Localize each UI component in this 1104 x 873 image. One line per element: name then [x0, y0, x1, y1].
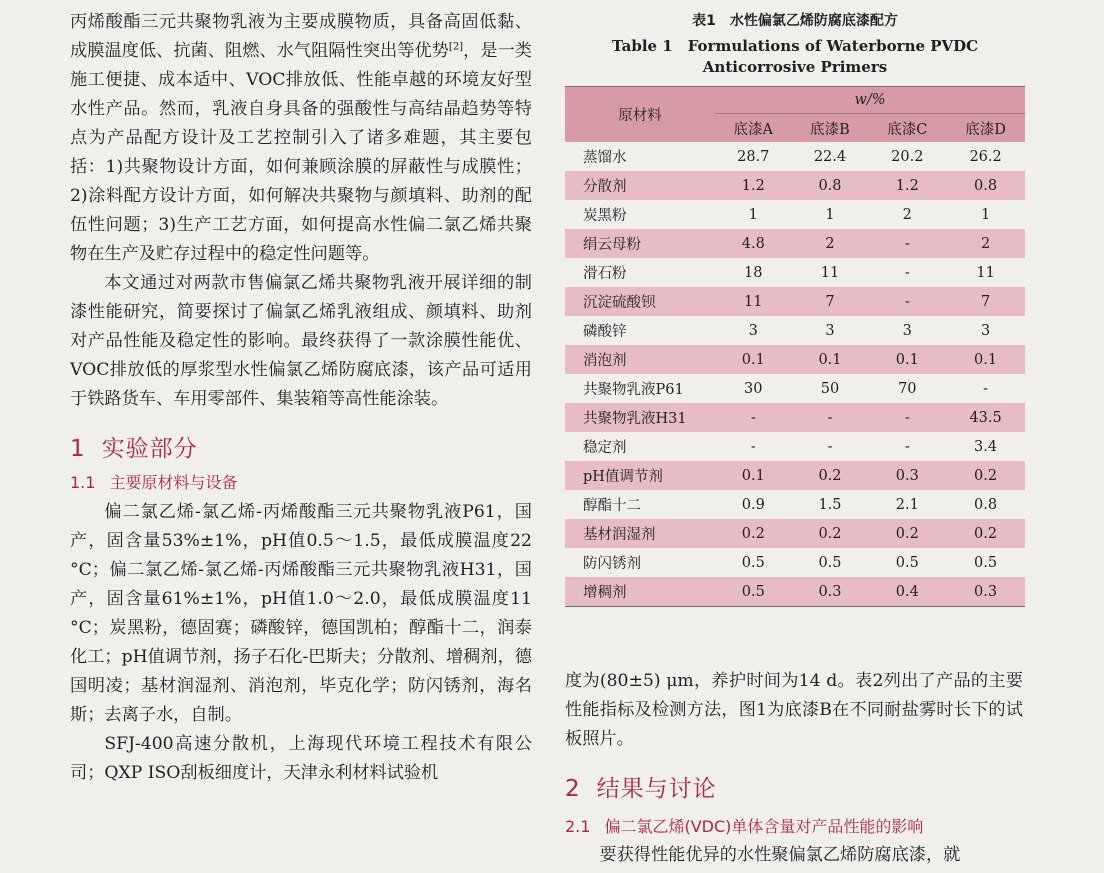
row-value: 0.1	[868, 345, 946, 374]
header-primer-c: 底漆C	[868, 114, 946, 143]
row-value: -	[868, 229, 946, 258]
table-row	[565, 403, 1025, 432]
row-value: 3	[946, 316, 1025, 345]
row-value: 3	[792, 316, 869, 345]
row-value: 0.5	[792, 548, 869, 577]
row-value: 0.2	[792, 461, 869, 490]
row-value: 70	[868, 374, 946, 403]
row-value: 11	[946, 258, 1025, 287]
row-material: 醇酯十二	[565, 490, 715, 519]
table-row	[565, 229, 1025, 258]
row-value: 0.8	[792, 171, 869, 200]
formulation-table	[565, 86, 1025, 607]
table-row	[565, 258, 1025, 287]
row-value: -	[946, 374, 1025, 403]
row-value: 1.2	[868, 171, 946, 200]
row-value: -	[792, 403, 869, 432]
paragraph-thickness: 度为(80±5) μm，养护时间为14 d。表2列出了产品的主要性能指标及检测方法，图1为底漆B在不同耐盐雾时长下的试板照片。	[565, 671, 1023, 749]
row-value: 3	[868, 316, 946, 345]
row-material: 共聚物乳液H31	[565, 403, 715, 432]
row-material: 沉淀硫酸钡	[565, 287, 715, 316]
row-value: 0.9	[715, 490, 792, 519]
row-value: 7	[946, 287, 1025, 316]
row-material: pH值调节剂	[565, 461, 715, 490]
row-value: 11	[792, 258, 869, 287]
left-column	[70, 8, 532, 788]
header-primer-b: 底漆B	[792, 114, 869, 143]
row-value: 0.3	[946, 577, 1025, 607]
table-row	[565, 171, 1025, 200]
row-material: 防闪锈剂	[565, 548, 715, 577]
table-row	[565, 142, 1025, 171]
row-value: 2	[868, 200, 946, 229]
citation-ref[interactable]: [2]	[448, 41, 464, 53]
row-value: 2	[792, 229, 869, 258]
row-value: 43.5	[946, 403, 1025, 432]
table-row	[565, 577, 1025, 607]
row-value: 11	[715, 287, 792, 316]
row-value: 1.2	[715, 171, 792, 200]
row-value: 0.2	[792, 519, 869, 548]
row-value: -	[715, 403, 792, 432]
row-value: 0.1	[715, 345, 792, 374]
table-row	[565, 519, 1025, 548]
row-material: 稳定剂	[565, 432, 715, 461]
row-value: 1	[946, 200, 1025, 229]
row-value: 1	[792, 200, 869, 229]
row-value: 28.7	[715, 142, 792, 171]
table-block	[562, 10, 1028, 607]
row-material: 蒸馏水	[565, 142, 715, 171]
row-value: 0.5	[715, 577, 792, 607]
row-value: 26.2	[946, 142, 1025, 171]
table-row	[565, 374, 1025, 403]
row-value: 2	[946, 229, 1025, 258]
header-primer-d: 底漆D	[946, 114, 1025, 143]
row-value: 1	[715, 200, 792, 229]
paragraph-results: 要获得性能优异的水性聚偏氯乙烯防腐底漆，就	[599, 845, 961, 865]
row-value: 0.5	[715, 548, 792, 577]
row-value: 0.4	[868, 577, 946, 607]
paragraph-study: 本文通过对两款市售偏氯乙烯共聚物乳液开展详细的制漆性能研究，简要探讨了偏氯乙烯乳液组成、颜填料、助剂对产品性能及稳定性的影响。最终获得了一款涂膜性能优、VOC排放低的厚浆型水性偏氯乙烯防腐底漆，该产品可适用于铁路货车、车用零部件、集装箱等高性能涂装。	[70, 273, 532, 409]
table-caption-cn: 表1 水性偏氯乙烯防腐底漆配方	[692, 13, 898, 29]
row-value: 0.1	[792, 345, 869, 374]
row-material: 绢云母粉	[565, 229, 715, 258]
row-value: -	[792, 432, 869, 461]
row-value: 18	[715, 258, 792, 287]
row-material: 炭黑粉	[565, 200, 715, 229]
header-primer-a: 底漆A	[715, 114, 792, 143]
row-value: -	[868, 258, 946, 287]
row-value: 3	[715, 316, 792, 345]
table-row	[565, 432, 1025, 461]
subsection-heading-vdc: 2.1 偏二氯乙烯(VDC)单体含量对产品性能的影响	[565, 817, 924, 836]
table-caption-en: Table 1 Formulations of Waterborne PVDC Anticorrosive Primers	[611, 37, 979, 76]
row-value: -	[868, 432, 946, 461]
header-material: 原材料	[565, 87, 715, 143]
row-value: 7	[792, 287, 869, 316]
row-value: 20.2	[868, 142, 946, 171]
row-value: 0.2	[946, 519, 1025, 548]
table-row	[565, 345, 1025, 374]
paragraph-materials: 偏二氯乙烯-氯乙烯-丙烯酸酯三元共聚物乳液P61，国产，固含量53%±1%，pH值0.5～1.5，最低成膜温度22 °C；偏二氯乙烯-氯乙烯-丙烯酸酯三元共聚物乳液H31，国产，固含量61%±1%，pH值1.0～2.0，最低成膜温度11 °C；炭黑粉，德固赛；磷酸锌，德国凯柏；醇酯十二，润泰化工；pH值调节剂，扬子石化-巴斯夫；分散剂、增稠剂，德国明凌；基材润湿剂、消泡剂，毕克化学；防闪锈剂，海名斯；去离子水，自制。	[70, 502, 532, 725]
row-material: 共聚物乳液P61	[565, 374, 715, 403]
table-row	[565, 490, 1025, 519]
row-material: 分散剂	[565, 171, 715, 200]
row-value: 1.5	[792, 490, 869, 519]
table-row	[565, 461, 1025, 490]
row-value: 0.2	[868, 519, 946, 548]
row-value: -	[868, 287, 946, 316]
section-heading-results: 2 结果与讨论	[565, 776, 717, 802]
row-value: -	[715, 432, 792, 461]
subsection-heading-materials: 1.1 主要原材料与设备	[70, 473, 238, 492]
row-value: 0.1	[715, 461, 792, 490]
row-value: 0.3	[792, 577, 869, 607]
row-material: 基材润湿剂	[565, 519, 715, 548]
paragraph-intro: 丙烯酸酯三元共聚物乳液为主要成膜物质，具备高固低黏、成膜温度低、抗菌、阻燃、水气阻隔性突出等优势[2]，是一类施工便捷、成本适中、VOC排放低、性能卓越的环境友好型水性产品。然而，乳液自身具备的强酸性与高结晶趋势等特点为产品配方设计及工艺控制引入了诸多难题，其主要包括：1)共聚物设计方面，如何兼顾涂膜的屏蔽性与成膜性；2)涂料配方设计方面，如何解决共聚物与颜填料、助剂的配伍性问题；3)生产工艺方面，如何提高水性偏二氯乙烯共聚物在生产及贮存过程中的稳定性问题等。	[70, 12, 532, 264]
section-heading-experiment: 1 实验部分	[70, 436, 198, 462]
row-material: 增稠剂	[565, 577, 715, 607]
row-value: 0.2	[715, 519, 792, 548]
row-value: 22.4	[792, 142, 869, 171]
paragraph-equipment: SFJ-400高速分散机，上海现代环境工程技术有限公司；QXP ISO刮板细度计，天津永利材料试验机	[70, 734, 532, 783]
row-value: 0.8	[946, 490, 1025, 519]
row-value: 2.1	[868, 490, 946, 519]
row-value: 3.4	[946, 432, 1025, 461]
row-value: 50	[792, 374, 869, 403]
row-value: 0.1	[946, 345, 1025, 374]
row-material: 磷酸锌	[565, 316, 715, 345]
row-value: 0.2	[946, 461, 1025, 490]
row-value: 0.5	[868, 548, 946, 577]
table-row	[565, 200, 1025, 229]
row-value: 0.3	[868, 461, 946, 490]
row-value: 0.8	[946, 171, 1025, 200]
row-value: 4.8	[715, 229, 792, 258]
table-row	[565, 316, 1025, 345]
row-value: 30	[715, 374, 792, 403]
row-value: -	[868, 403, 946, 432]
row-material: 消泡剂	[565, 345, 715, 374]
row-value: 0.5	[946, 548, 1025, 577]
row-material: 滑石粉	[565, 258, 715, 287]
table-row	[565, 548, 1025, 577]
header-unit: w/%	[715, 87, 1025, 114]
table-row	[565, 287, 1025, 316]
